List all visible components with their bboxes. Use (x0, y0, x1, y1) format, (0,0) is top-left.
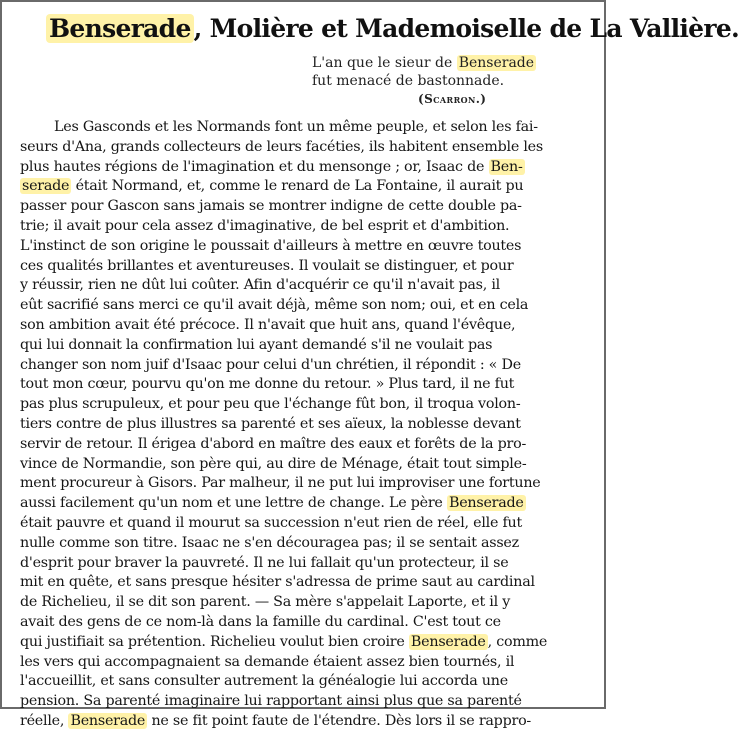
text-line (20, 554, 590, 574)
text-line-content: de Richelieu, il se dit son parent. — Sa mère s'appelait Laporte, et il y (20, 594, 511, 611)
page-title (46, 12, 739, 46)
text-line (20, 573, 590, 593)
text-line (20, 257, 590, 277)
highlighted-name: Benserade (70, 712, 146, 729)
text-line-content: servir de retour. Il érigea d'abord en maître des eaux et forêts de la pro- (20, 435, 527, 452)
text-line-content: était Normand, et, comme le renard de La Fontaine, il aurait pu (71, 178, 524, 195)
text-line-content: tiers contre de plus illustres sa parenté et ses aïeux, la noblesse devant (20, 415, 521, 432)
text-line (20, 336, 590, 356)
text-line-content: réelle, (20, 712, 69, 729)
epigraph-line-2: fut menacé de bastonnade. (312, 73, 505, 89)
text-line-content: qui lui donnait la confirmation lui ayant demandé s'il ne voulait pas (20, 336, 493, 353)
text-line-content: était pauvre et quand il mourut sa succession n'eut rien de réel, elle fut (20, 514, 523, 531)
text-line-content: mit en quête, et sans presque hésiter s'adressa de prime saut au cardinal (20, 574, 535, 591)
text-line-content: l'accueillit, et sans consulter autrement la généalogie lui accorda une (20, 673, 508, 690)
text-line (20, 712, 590, 732)
text-line-content: seurs d'Ana, grands collecteurs de leurs facéties, ils habitent ensemble les (20, 138, 543, 155)
title-rest: , Molière et Mademoiselle de La Vallière. (193, 14, 739, 43)
title-highlighted-name: Benserade (46, 14, 194, 43)
text-line (20, 593, 590, 613)
text-line (20, 356, 590, 376)
text-line (20, 494, 590, 514)
text-line-content: avait des gens de ce nom-là dans la famille du cardinal. C'est tout ce (20, 613, 501, 630)
highlighted-name: Benserade (448, 495, 524, 512)
text-line-content: aussi facilement qu'un nom et une lettre de change. Le père (20, 495, 447, 512)
text-line-content: y réussir, rien ne dût lui coûter. Afin d'acquérir ce qu'il n'avait pas, il (20, 277, 501, 294)
text-line (20, 237, 590, 257)
text-line (20, 375, 590, 395)
epigraph (312, 54, 582, 108)
epigraph-highlighted-name: Benserade (458, 55, 535, 71)
text-line-content: vince de Normandie, son père qui, au dire de Ménage, était tout simple- (20, 455, 527, 472)
text-line (20, 514, 590, 534)
text-line-content: d'esprit pour braver la pauvreté. Il ne lui fallait qu'un protecteur, il se (20, 554, 509, 571)
text-line (20, 633, 590, 653)
text-line-content: pension. Sa parenté imaginaire lui rapportant ainsi plus que sa parenté (20, 693, 522, 710)
text-line-content: eût sacrifié sans merci ce qu'il avait déjà, même son nom; oui, et en cela (20, 297, 529, 314)
text-line (20, 455, 590, 475)
text-line (20, 534, 590, 554)
text-line-content: ment procureur à Gisors. Par malheur, il ne put lui improviser une fortune (20, 475, 541, 492)
text-line-content: L'instinct de son origine le poussait d'ailleurs à mettre en œuvre toutes (20, 237, 522, 254)
text-line-content: Les Gasconds et les Normands font un même peuple, et selon les fai- (54, 119, 538, 135)
text-line (20, 217, 590, 237)
highlighted-name: serade (22, 178, 70, 195)
text-line (20, 296, 590, 316)
text-line-content: ne se fit point faute de l'étendre. Dès lors il se rappro- (147, 712, 532, 729)
text-line (20, 474, 590, 494)
text-line (20, 613, 590, 633)
text-line-content: changer son nom juif d'Isaac pour celui d'un chrétien, il répondit : « De (20, 356, 521, 373)
text-line (20, 692, 590, 712)
text-line-content: son ambition avait été précoce. Il n'avait que huit ans, quand l'évêque, (20, 316, 516, 333)
epigraph-line-1-text: L'an que le sieur de (312, 55, 457, 71)
highlighted-name: Benserade (410, 633, 486, 650)
text-line (20, 316, 590, 336)
text-line-content: trie; il avait pour cela assez d'imaginative, de bel esprit et d'ambition. (20, 217, 510, 234)
text-line (20, 118, 590, 138)
text-line-content: tout mon cœur, pourvu qu'on me donne du retour. » Plus tard, il ne fut (20, 376, 515, 393)
text-line (20, 395, 590, 415)
text-line-content: passer pour Gascon sans jamais se montrer indigne de cette double pa- (20, 198, 522, 215)
text-line (20, 158, 590, 178)
epigraph-line-1 (312, 54, 582, 72)
text-line (20, 138, 590, 158)
text-line-content: qui justifiait sa prétention. Richelieu voulut bien croire (20, 633, 409, 650)
text-line-content: ces qualités brillantes et aventureuses. Il voulait se distinguer, et pour (20, 257, 514, 274)
text-line (20, 653, 590, 673)
body-text (20, 118, 590, 732)
text-line-content: nulle comme son titre. Isaac ne s'en découragea pas; il se sentait assez (20, 534, 519, 551)
text-line-content: , comme (487, 633, 548, 650)
text-line (20, 672, 590, 692)
text-line (20, 435, 590, 455)
text-line (20, 177, 590, 197)
text-line (20, 197, 590, 217)
text-line (20, 276, 590, 296)
text-line-content: les vers qui accompagnaient sa demande étaient assez bien tournés, il (20, 653, 515, 670)
text-line-content: plus hautes régions de l'imagination et du mensonge ; or, Isaac de (20, 158, 489, 175)
text-line-content: pas plus scrupuleux, et pour peu que l'échange fût bon, il troqua volon- (20, 396, 521, 413)
highlighted-name: Ben- (490, 158, 523, 175)
epigraph-author: (Scarron.) (418, 92, 487, 106)
text-line (20, 415, 590, 435)
